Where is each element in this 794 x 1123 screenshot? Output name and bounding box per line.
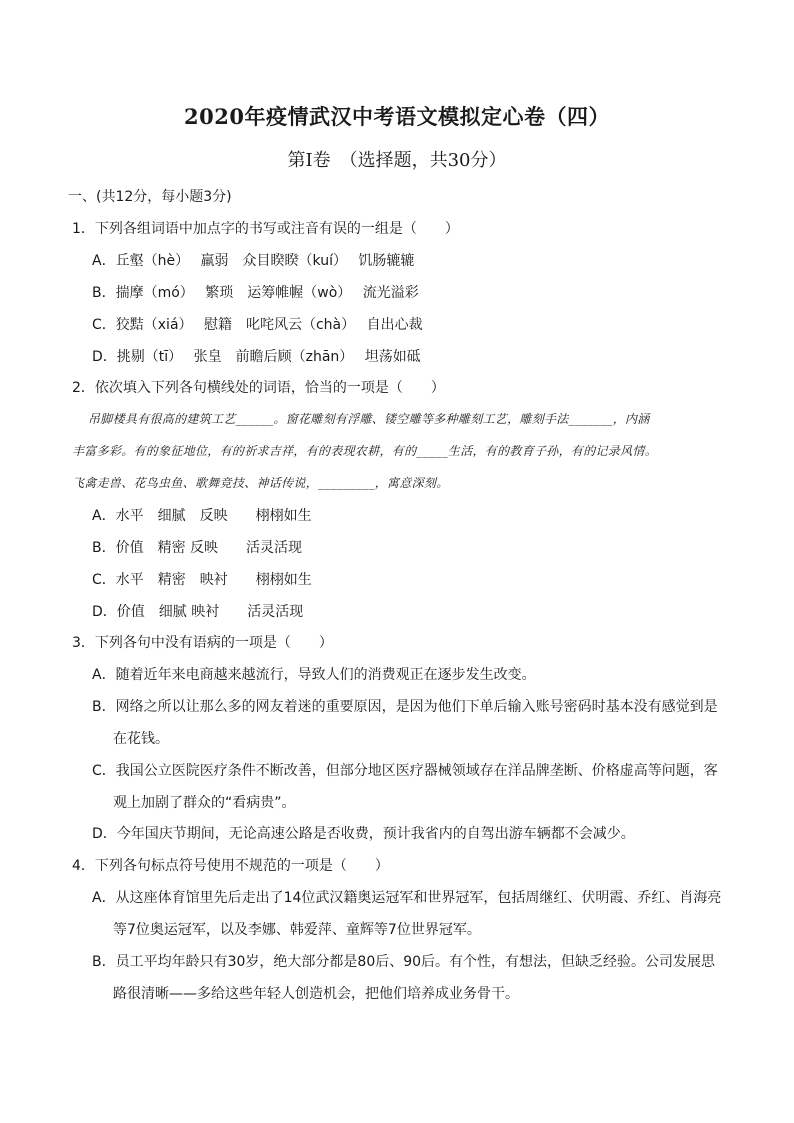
question-3-option-b: B．网络之所以让那么多的网友着迷的重要原因，是因为他们下单后输入账号密码时基本没有感觉到是	[92, 699, 718, 715]
question-2-option-b: B．价值 精密 反映 活灵活现	[92, 540, 303, 556]
page-title: 2020年疫情武汉中考语文模拟定心卷（四）	[184, 104, 610, 129]
question-1-option-d: D．挑剔（tī） 张皇 前瞻后顾（zhān） 坦荡如砥	[92, 349, 421, 365]
question-3-option-d: D．今年国庆节期间，无论高速公路是否收费，预计我省内的自驾出游车辆都不会减少。	[92, 826, 635, 842]
question-3-option-c-cont: 观上加剧了群众的“看病贵”。	[113, 795, 296, 811]
question-1-option-a: A．丘壑（hè） 羸弱 众目睽睽（kuí） 饥肠辘辘	[92, 253, 415, 269]
question-2-option-a: A．水平 细腻 反映 栩栩如生	[92, 508, 312, 524]
section-heading: 一、(共12分，每小题3分)	[68, 189, 232, 205]
question-2-passage-line: 丰富多彩。有的象征地位，有的祈求吉祥，有的表现农耕，有的_____生活，有的教育子孙，有的记录风情。	[72, 444, 658, 458]
question-2-passage-line: 吊脚楼具有很高的建筑工艺______。窗花雕刻有浮雕、镂空雕等多种雕刻工艺，雕刻手法_______，内涵	[88, 412, 650, 426]
question-2-option-d: D．价值 细腻 映衬 活灵活现	[92, 604, 304, 620]
question-3-option-c: C．我国公立医院医疗条件不断改善，但部分地区医疗器械领域存在洋品牌垄断、价格虚高等问题，客	[92, 763, 718, 779]
question-3-option-a: A．随着近年来电商越来越流行，导致人们的消费观正在逐步发生改变。	[92, 667, 536, 683]
question-4-option-a: A．从这座体育馆里先后走出了14位武汉籍奥运冠军和世界冠军，包括周继红、伏明霞、乔红、肖海亮	[92, 890, 722, 906]
question-1-stem: 1．下列各组词语中加点字的书写或注音有误的一组是（ ）	[72, 221, 459, 237]
question-3-stem: 3．下列各句中没有语病的一项是（ ）	[72, 635, 333, 651]
question-4-stem: 4．下列各句标点符号使用不规范的一项是（ ）	[72, 858, 389, 874]
question-4-option-b: B．员工平均年龄只有30岁，绝大部分都是80后、90后。有个性，有想法，但缺乏经验。公司发展思	[92, 954, 716, 970]
question-3-option-b-cont: 在花钱。	[113, 731, 169, 747]
question-1-option-b: B．揣摩（mó） 繁琐 运筹帷幄（wò） 流光溢彩	[92, 285, 419, 301]
section-subtitle: 第Ⅰ卷 （选择题，共30分）	[287, 150, 507, 171]
question-2-passage-line: 飞禽走兽、花鸟虫鱼、歌舞竞技、神话传说，_________，寓意深刻。	[72, 476, 449, 490]
question-1-option-c: C．狡黠（xiá） 慰籍 叱咤风云（chà） 自出心裁	[92, 317, 423, 333]
question-4-option-b-cont: 路很清晰——多给这些年轻人创造机会，把他们培养成业务骨干。	[113, 986, 519, 1002]
question-4-option-a-cont: 等7位奥运冠军，以及李娜、韩爱萍、童辉等7位世界冠军。	[113, 922, 481, 938]
question-2-option-c: C．水平 精密 映衬 栩栩如生	[92, 572, 312, 588]
question-2-stem: 2．依次填入下列各句横线处的词语，恰当的一项是（ ）	[72, 380, 445, 396]
